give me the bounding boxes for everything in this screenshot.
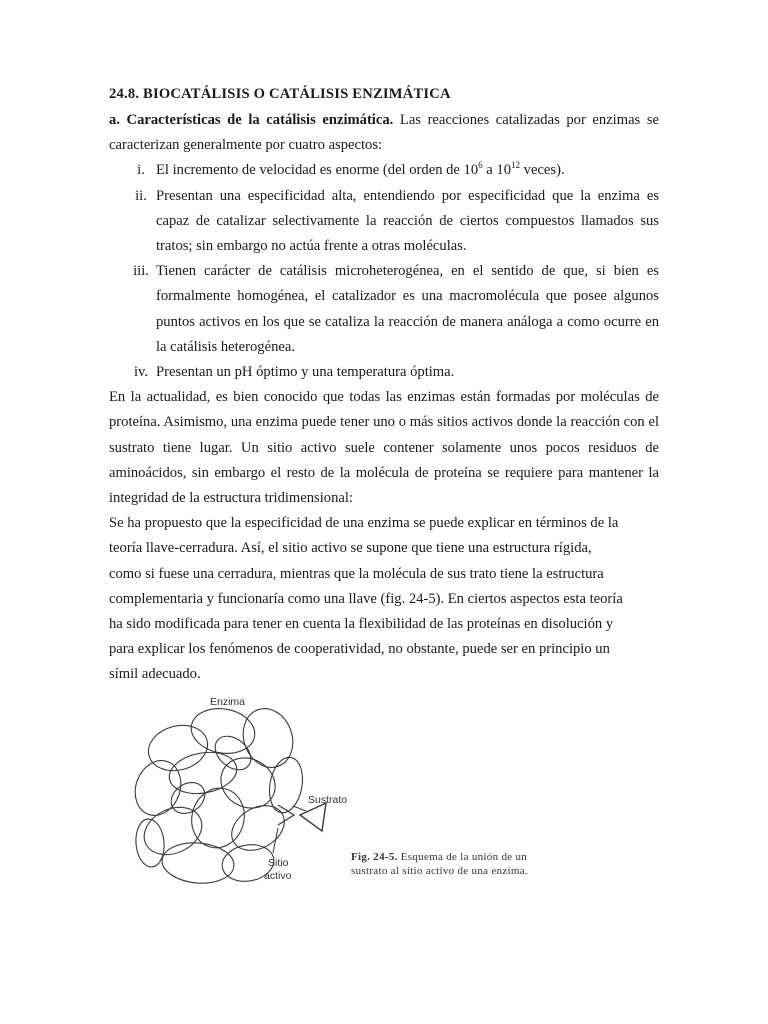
text-line: Se ha propuesto que la especificidad de una enzima se puede explicar en términos de la (109, 515, 619, 532)
list-item-text: El incremento de velocidad es enorme (del orden de $10^6$ a $10^{12}$ veces). (156, 160, 565, 179)
caption-figure-number: Fig. 24-5. (351, 851, 398, 863)
figure-caption (351, 850, 566, 878)
list-item (109, 259, 659, 360)
list-item-number: iv. (133, 364, 149, 381)
intro-paragraph (109, 108, 659, 158)
intro-bold-title: a. Características de la catálisis enzimática. (109, 112, 394, 128)
characteristics-list (109, 158, 659, 385)
intro-text: Las reacciones catalizadas por enzimas se caracterizan generalmente por cuatro aspectos: (109, 112, 659, 154)
caption-text: Esquema de la unión de un sustrato al sitio activo de una enzima. (351, 851, 528, 877)
list-item (109, 158, 659, 183)
label-activo: activo (264, 870, 292, 882)
list-item (109, 184, 659, 260)
label-sustrato: Sustrato (308, 794, 348, 806)
substrate-triangle (300, 803, 326, 831)
list-item-number: iii. (133, 263, 149, 280)
list-item-text: Tienen carácter de catálisis microheterogénea, en el sentido de que, si bien es formalmente homogénea, el catalizador es una macromolécula que posee algunos puntos activos en los que se cataliza la reacción de manera análoga a como ocurre en la catálisis heterogénea. (156, 263, 659, 355)
text-line: símil adecuado. (109, 666, 201, 683)
paragraph-lock-and-key (109, 511, 659, 687)
text-line: como si fuese una cerradura, mientras que la molécula de sus trato tiene la estructura (109, 565, 604, 582)
label-sitio: Sitio (268, 857, 289, 869)
substrate-pointer-line (293, 806, 306, 811)
superscript: 6 (478, 160, 483, 171)
list-item-text: Presentan un pH óptimo y una temperatura óptima. (156, 364, 455, 381)
text-line: teoría llave-cerradura. Así, el sitio activo se supone que tiene una estructura rígida, (109, 540, 592, 557)
figure-24-5 (118, 693, 568, 903)
document-body (109, 84, 659, 688)
superscript: 12 (511, 160, 521, 171)
list-item-text: Presentan una especificidad alta, entendiendo por especificidad que la enzima es capaz de catalizar selectivamente la reacción de ciertos compuestos llamados sus tratos; sin embargo no actúa frente a otras moléculas. (156, 187, 659, 255)
text-line: ha sido modificada para tener en cuenta la flexibilidad de las proteínas en disolución y (109, 616, 614, 633)
list-item (109, 360, 659, 385)
section-heading: 24.8. BIOCATÁLISIS O CATÁLISIS ENZIMÁTICA (109, 86, 451, 102)
list-item-number: ii. (135, 187, 147, 204)
text-line: complementaria y funcionaría como una llave (fig. 24-5). En ciertos aspectos esta teoría (109, 590, 623, 607)
text-line: para explicar los fenómenos de cooperatividad, no obstante, puede ser en principio un (109, 641, 610, 658)
active-site-pointer-line (273, 828, 278, 853)
paragraph-enzymes-proteins: En la actualidad, es bien conocido que todas las enzimas están formadas por moléculas de proteína. Asimismo, una enzima puede tener uno o más sitios activos donde la reacción con el sustrato tiene lugar. Un sitio activo suele contener solamente unos pocos residuos de aminoácidos, sin embargo el resto de la molécula de proteína se requiere para mantener la integridad de la estructura tridimensional: (109, 389, 659, 507)
list-item-number: i. (137, 162, 145, 179)
label-enzima: Enzima (210, 696, 246, 708)
